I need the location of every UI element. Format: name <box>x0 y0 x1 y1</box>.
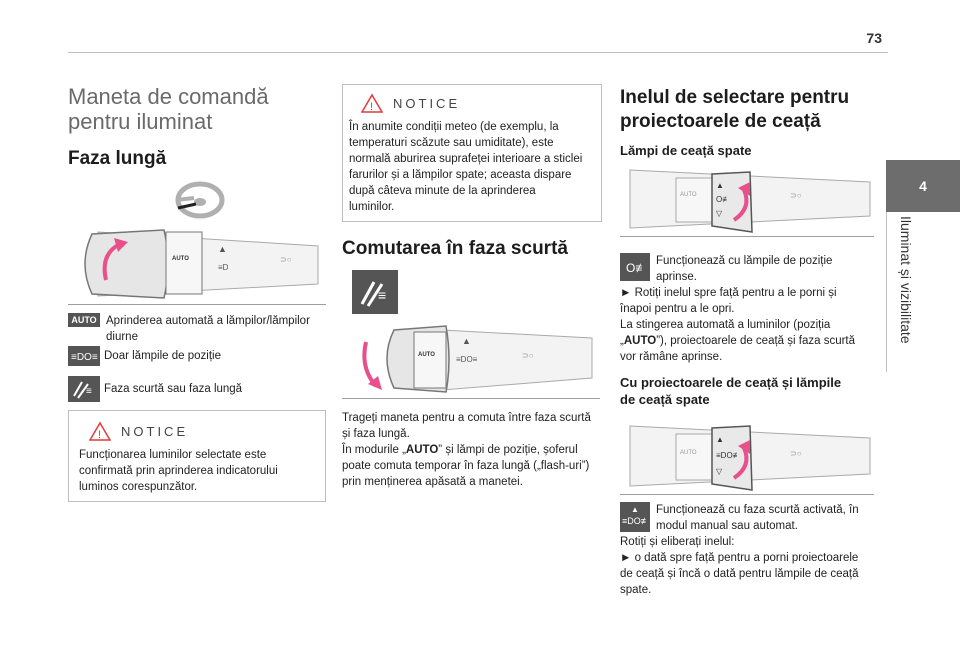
svg-text:AUTO: AUTO <box>172 256 189 262</box>
svg-text:⊃○: ⊃○ <box>280 255 292 264</box>
svg-text:≡: ≡ <box>86 386 92 397</box>
notice-box-condensation <box>342 84 602 222</box>
svg-text:≡D: ≡D <box>218 263 229 272</box>
svg-text:!: ! <box>98 429 105 441</box>
svg-text:▲: ▲ <box>631 505 639 514</box>
light-stalk-illustration <box>68 224 326 305</box>
dipped-main-beam-icon <box>68 376 100 402</box>
list-item: ≡ Faza scurtă sau faza lungă <box>68 376 318 402</box>
svg-text:AUTO: AUTO <box>680 450 697 456</box>
svg-text:AUTO: AUTO <box>418 352 435 358</box>
list-item: ≡DO≡ Doar lămpile de poziție <box>68 346 318 366</box>
chapter-tab[interactable] <box>886 160 960 212</box>
fog-both-subtitle: Cu proiectoarele de ceață și lămpile de ceață spate <box>620 375 842 407</box>
svg-text:▲: ▲ <box>218 244 227 254</box>
svg-text:≡DO≡: ≡DO≡ <box>456 355 478 364</box>
fog-ring-title: Inelul de selectare pentru proiectoarele de ceață <box>620 87 850 132</box>
warning-triangle-icon <box>89 421 111 441</box>
notice-box-lights <box>68 410 326 502</box>
notice-heading: NOTICE <box>393 95 461 111</box>
warning-triangle-icon <box>361 93 383 113</box>
header-divider <box>68 52 888 53</box>
svg-text:▽: ▽ <box>716 209 723 218</box>
auto-lighting-icon: AUTO <box>68 313 100 327</box>
page-title: Maneta de comandă pentru iluminat <box>68 84 269 134</box>
position-lamps-icon <box>68 346 100 366</box>
svg-text:▲: ▲ <box>716 181 724 190</box>
svg-text:⊃○: ⊃○ <box>522 351 534 360</box>
rear-fog-icon <box>620 253 650 281</box>
dipped-beam-text: Trageți maneta pentru a comuta între faza scurtă și faza lungă. În modurile „AUTO” și lămpi de poziție, șoferul poate comuta temporar în faza lungă („flash-uri”) prin menținerea apăsată a manetei. <box>342 412 591 488</box>
svg-text:▲: ▲ <box>462 336 471 346</box>
front-rear-fog-icon <box>620 502 650 532</box>
rear-fog-subtitle: Lămpi de ceață spate <box>620 143 752 158</box>
svg-text:≡: ≡ <box>378 287 387 303</box>
dipped-main-beam-icon <box>352 270 398 314</box>
fog-both-description: ▲ ≡DO≢ Funcționează cu faza scurtă activată, în modul manual sau automat. Rotiți și eliberați inelul: ► o dată spre față pentru a porni proiectoarele de ceață și încă o dată pentru lămpile de ceață spate. <box>620 504 859 596</box>
fog-ring-illustration-rear <box>620 164 874 237</box>
notice-heading: NOTICE <box>121 423 189 439</box>
svg-text:≡DO≡: ≡DO≡ <box>71 352 98 363</box>
svg-text:≡DO≢: ≡DO≢ <box>716 451 741 460</box>
list-item: AUTO Aprinderea automată a lămpilor/lămpilor diurne <box>68 313 318 345</box>
fog-ring-illustration-both <box>620 420 874 495</box>
svg-text:⊃○: ⊃○ <box>790 191 802 200</box>
light-stalk-pull-illustration <box>342 322 600 399</box>
svg-text:▲: ▲ <box>716 435 724 444</box>
tab-divider <box>886 212 887 372</box>
svg-text:▽: ▽ <box>716 467 723 476</box>
steering-wheel-icon <box>172 178 228 222</box>
page-number: 73 <box>866 30 882 46</box>
svg-text:≡DO≢: ≡DO≢ <box>622 516 650 526</box>
svg-text:O≢: O≢ <box>626 261 648 275</box>
chapter-number: 4 <box>919 178 927 194</box>
notice-text: Funcționarea luminilor selectate este confirmată prin aprinderea indicatorului luminos corespunzător. <box>79 449 278 493</box>
section-title-dipped-beam: Comutarea în faza scurtă <box>342 238 568 259</box>
svg-text:!: ! <box>370 101 377 113</box>
notice-text: În anumite condiții meteo (de exemplu, la temperaturi scăzute sau umiditate), este normală aburirea suprafeței interioare a sticlei farurilor și a lămpilor spate; aceasta dispare după câteva minute de la aprinderea luminilor. <box>349 121 583 213</box>
chapter-title: Iluminat și vizibilitate <box>898 216 914 344</box>
svg-text:O≢: O≢ <box>716 195 731 204</box>
svg-text:AUTO: AUTO <box>680 192 697 198</box>
svg-text:⊃○: ⊃○ <box>790 449 802 458</box>
section-title-high-beam: Faza lungă <box>68 148 167 169</box>
rear-fog-description: O≢ Funcționează cu lămpile de poziție aprinse. ► Rotiți inelul spre față pentru a le porni și înapoi pentru a le opri. La stingerea automată a luminilor (poziția „AUTO”), proiectoarele de ceață și faza scurtă vor rămâne aprinse. <box>620 255 856 363</box>
lighting-modes-list <box>68 313 318 402</box>
